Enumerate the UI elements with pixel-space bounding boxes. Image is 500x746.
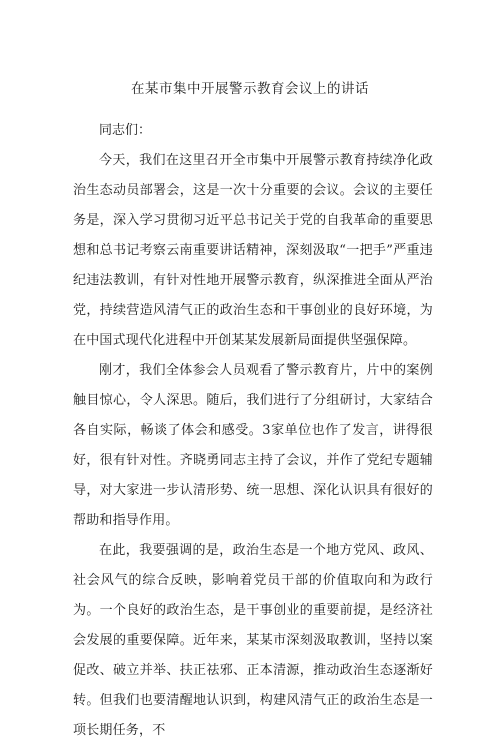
paragraph-3: 在此，我要强调的是，政治生态是一个地方党风、政风、社会风气的综合反映，影响着党员干部的价值取向和为政行为。一个良好的政治生态，是干事创业的重要前提，是经济社会发展的重要保障。近年来，某某市深刻汲取教训，坚持以案促改、破立并举、扶正祛邪、正本清源，推动政治生态逐渐好转。但我们也要清醒地认识到，构建风清气正的政治生态是一项长期任务，不 [73,543,433,738]
document-title: 在某市集中开展警示教育会议上的讲话 [131,81,369,97]
document-body [73,116,433,746]
paragraph-2: 刚才，我们全体参会人员观看了警示教育片，片中的案例触目惊心，令人深思。随后，我们进行了分组研讨，大家结合各自实际，畅谈了体会和感受。3家单位也作了发言，讲得很好，很有针对性。齐晓勇同志主持了会议，并作了党纪专题辅导，对大家进一步认清形势、统一思想、深化认识具有很好的帮助和指导作用。 [73,363,433,528]
greeting: 同志们： [99,123,152,138]
paragraph-1: 今天，我们在这里召开全市集中开展警示教育持续净化政治生态动员部署会，这是一次十分重要的会议。会议的主要任务是，深入学习贯彻习近平总书记关于党的自我革命的重要思想和总书记考察云南重要讲话精神，深刻汲取“一把手”严重违纪违法教训，有针对性地开展警示教育，纵深推进全面从严治党，持续营造风清气正的政治生态和干事创业的良好环境，为在中国式现代化进程中开创某某发展新局面提供坚强保障。 [73,153,433,348]
